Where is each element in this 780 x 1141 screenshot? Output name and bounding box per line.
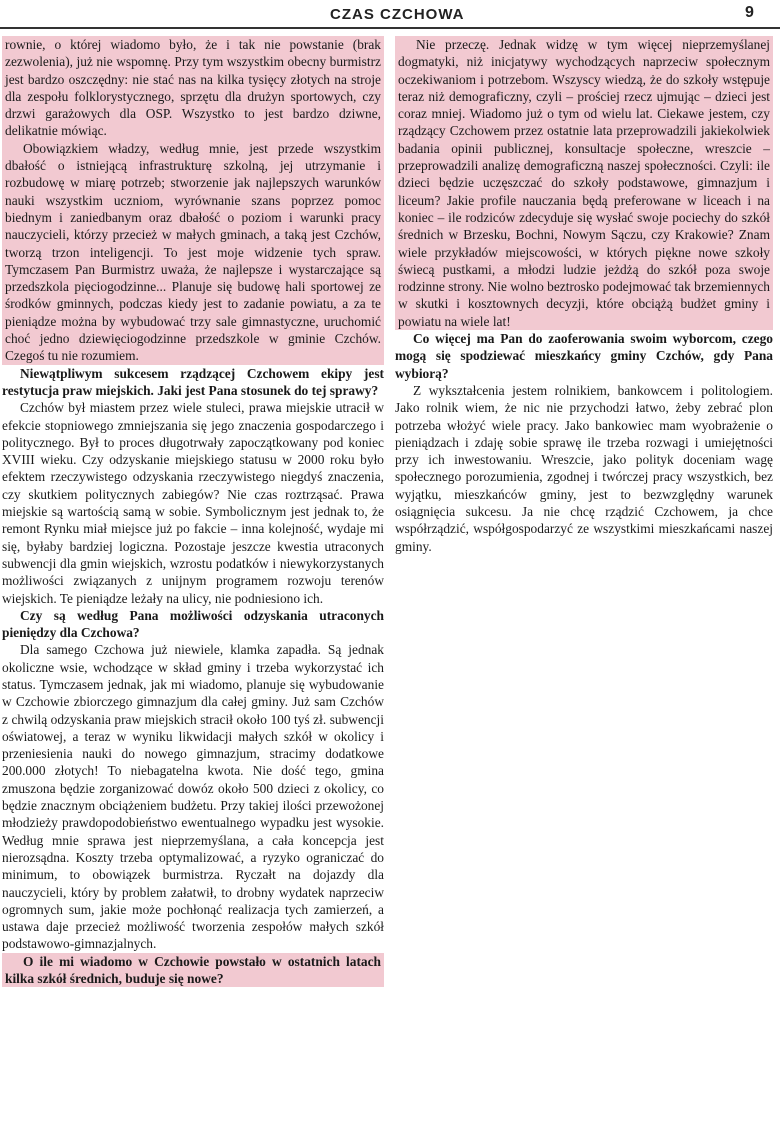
page-number: 9 bbox=[745, 4, 754, 21]
paragraph: rownie, o której wiadomo było, że i tak nie powstanie (brak zezwolenia), już nie wspomnę. Przy tym wszystkim obecny burmistrz jest bardzo oszczędny: nie stać nas na kilka tysięcy złotych na stroje dla zespołu folklorystycznego, sprzętu dla drużyn sportowych, czy drzwi garażowych dla OSP. Wszystko to jest bardzo dziwne, delikatnie mówiąc. bbox=[5, 37, 381, 139]
masthead: CZAS CZCHOWA bbox=[330, 6, 465, 23]
interview-question: Niewątpliwym sukcesem rządzącej Czchowem ekipy jest restytucja praw miejskich. Jaki jest Pana stosunek do tej sprawy? bbox=[2, 365, 384, 398]
paragraph: Z wykształcenia jestem rolnikiem, bankowcem i politologiem. Jako rolnik wiem, że nic nie przychodzi łatwo, żeby zebrać plon potrzeba włożyć wiele pracy. Jako bankowiec mam wyobrażenie o pieniądzach i zdaję sobie sprawę ile trzeba rozwagi i umiejętności przy ich inwestowaniu. Wreszcie, jako polityk doceniam wagę społecznego porozumienia, zgodnej i twórczej pracy wszystkich, bez wyjątku, mieszkańców gminy, jest to bezwzględny warunek osiągnięcia sukcesu. Ja nie chcę rządzić Czchowem, ja chce współrządzić, współgospodarzyć ze wszystkimi mieszkańcami naszej gminy. bbox=[395, 382, 773, 554]
paragraph: Dla samego Czchowa już niewiele, klamka zapadła. Są jednak okoliczne wsie, wchodzące w skład gminy i trzeba wykorzystać ich status. Tymczasem jednak, jak mi wiadomo, planuje się wybudowanie w Czchowie zbiorczego gimnazjum dla całej gminy. Już sam Czchów z chwilą odzyskania praw miejskich stracił około 100 tyś zł. subwencji oświatowej, a teraz w wyniku likwidacji małych szkół w okolicy i przeniesienia nauki do nowego gimnazjum, stracimy dodatkowe 200.000 złotych! To niebagatelna kwota. Nie dość tego, gmina zmuszona będzie zorganizować dowóz około 500 dzieci z okolicy, co będzie znacznym obciążeniem budżetu. Przy takiej ilości przewożonej młodzieży prawdopodobieństwo ewentualnego wypadku jest wysokie. Według mnie sprawa jest nieprzemyślana, a cała koncepcja jest nierozsądna. Koszty trzeba optymalizować, a ryzyko ograniczać do minimum, to obowiązek burmistrza. Ryczałt na dojazdy dla nauczycieli, który by problem załatwił, to drobny wydatek naprzeciw ogromnych sum, jakie może pochłonąć realizacja tych zamierzeń, a ustawa daje przecież możliwość tworzenia zespołów małych szkół podstawowo-gimnazjalnych. bbox=[2, 642, 384, 952]
interview-question: Co więcej ma Pan do zaoferowania swoim wyborcom, czego mogą się spodziewać mieszkańcy gminy Czchów, gdy Pana wybiorą? bbox=[395, 331, 773, 381]
paragraph: Obowiązkiem władzy, według mnie, jest przede wszystkim dbałość o istniejącą infrastrukturę szkolną, jej utrzymanie i rozbudowę w miarę potrzeb; stworzenie jak najlepszych warunków nauki wszystkim uczniom, wyrównanie szans poprzez pomoc biednym i zaniedbanym oraz dbałość o poziom i warunki pracy nauczycieli, którzy przecież w małych gminach, a taką jest Czchów, tworzą trzon inteligencji. To jest moje widzenie tych spraw. Tymczasem Pan Burmistrz uważa, że najlepsze i wystarczające są przedszkola pięciogodzinne... Planuje się budowę hali sportowej ze środków gminnych, podczas kiedy jest to zadanie powiatu, a za te pieniądze można by wybudować trzy sale gimnastyczne, uruchomić choć jedno dziewięciogodzinne przedszkole w gminie Czchów. Czegoś tu nie rozumiem. bbox=[5, 140, 381, 364]
highlighted-question-left bbox=[2, 953, 384, 988]
highlighted-block-left bbox=[2, 36, 384, 365]
paragraph: Nie przeczę. Jednak widzę w tym więcej nieprzemyślanej dogmatyki, niż inicjatywy wychodzących naprzeciw społecznym oczekiwaniom i potrzebom. Wszyscy wiedzą, że do szkoły wstępuje teraz niż demograficzny, czyli – prościej rzecz ujmując – dzieci jest coraz mniej. Wiadomo już o tym od wielu lat. Ciekawe jestem, czy rządzący Czchowem przez ostatnie lata przeprowadzili jakiekolwiek badania opinii publicznej, konsultacje społeczne, wreszcie – przeprowadzili analizę demograficzną naszej społeczności. Czyli: ile dzieci będzie uczęszczać do szkoły podstawowe, gimnazjum i liceum? Jakie profile nauczania będą preferowane w liceach i na koniec – ile rodziców zdecyduje się wysłać swoje pociechy do szkół średnich w Brzesku, Bochni, Nowym Sączu, czy Krakowie? Znam wiele przykładów miejscowości, w których piękne nowe szkoły świecą pustkami, a młodzi ludzie jeżdżą do szkół poza swoje rodzinne strony. Nie wolno beztrosko podejmować tak brzemiennych w skutki i kosztownych decyzji, które obciążą budżet gminy i powiatu na wiele lat! bbox=[398, 37, 770, 329]
paragraph: Czchów był miastem przez wiele stuleci, prawa miejskie utracił w efekcie stopniowego zmniejszania się jego znaczenia gospodarczego i politycznego. Był to proces długotrwały zapoczątkowany pod koniec XVIII wieku. Czy odzyskanie miejskiego statusu w 2000 roku było efektem rzeczywistego odzyskania rzeczywistego niegdyś znaczenia, czy skutkiem politycznych zabiegów? Nie czas roztrząsać. Prawa miejskie są wartością samą w sobie. Symbolicznym jest jednak to, że remont Rynku miał miejsce już po fakcie – inna kolejność, wydaje mi się, byłaby bardziej logiczna. Pozostaje jeszcze kwestia utraconych subwencji dla gmin wiejskich, wzrostu podatków i niewykorzystanych możliwości związanych z unijnym programem rozwoju terenów wiejskich. Te pieniądze leżały na ulicy, nie podniesiono ich. bbox=[2, 400, 384, 606]
highlighted-block-right bbox=[395, 36, 773, 330]
interview-question: O ile mi wiadomo w Czchowie powstało w ostatnich latach kilka szkół średnich, buduje się nowe? bbox=[5, 953, 381, 987]
page-header bbox=[0, 0, 780, 34]
left-column bbox=[2, 36, 384, 987]
header-rule bbox=[0, 27, 780, 29]
right-column bbox=[395, 36, 773, 555]
interview-question: Czy są według Pana możliwości odzyskania utraconych pieniędzy dla Czchowa? bbox=[2, 607, 384, 641]
